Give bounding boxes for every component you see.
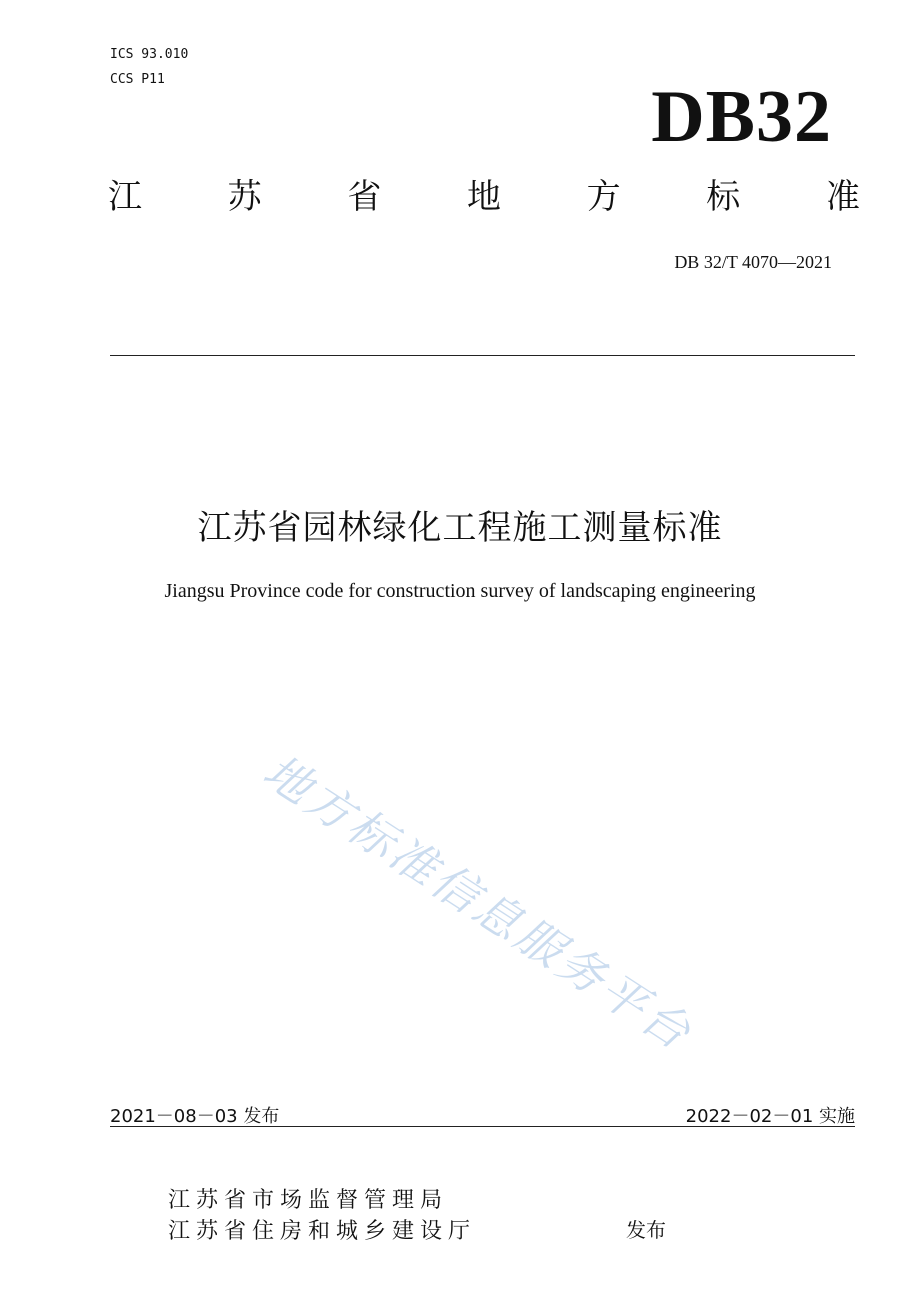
standard-type-char: 标 (706, 177, 741, 217)
ics-code: ICS 93.010 (110, 47, 189, 62)
date-row (110, 1102, 855, 1128)
standard-type-char: 江 (108, 177, 142, 217)
title-chinese-text: 江苏省园林绿化工程施工测量标准 (197, 508, 723, 548)
standard-type-char: 地 (466, 177, 501, 217)
standard-type-char: 准 (825, 177, 860, 217)
document-title-chinese (0, 500, 920, 549)
implement-date: 2022－02－01 实施 (685, 1106, 855, 1127)
issuer-housing-construction: 江苏省住房和城乡建设厅 (168, 1219, 477, 1244)
ccs-code: CCS P11 (110, 72, 165, 87)
watermark-text: 地方标准信息服务平台 (253, 743, 703, 1062)
footer-divider (110, 1126, 855, 1127)
standard-type-heading (108, 177, 860, 217)
issuer-market-regulation: 江苏省市场监督管理局 (168, 1188, 449, 1213)
standard-number: DB 32/T 4070—2021 (674, 252, 832, 272)
header-divider (110, 355, 855, 356)
standard-code-logo: DB32 (651, 76, 832, 158)
title-english-text: Jiangsu Province code for construction survey of landscaping engineering (164, 580, 756, 602)
publish-label: 发布 (626, 1218, 666, 1242)
release-date: 2021－08－03 发布 (110, 1106, 280, 1127)
standard-type-char: 方 (586, 177, 621, 217)
standard-type-char: 苏 (227, 177, 262, 217)
standard-type-char: 省 (347, 177, 382, 217)
document-title-english (0, 580, 920, 603)
